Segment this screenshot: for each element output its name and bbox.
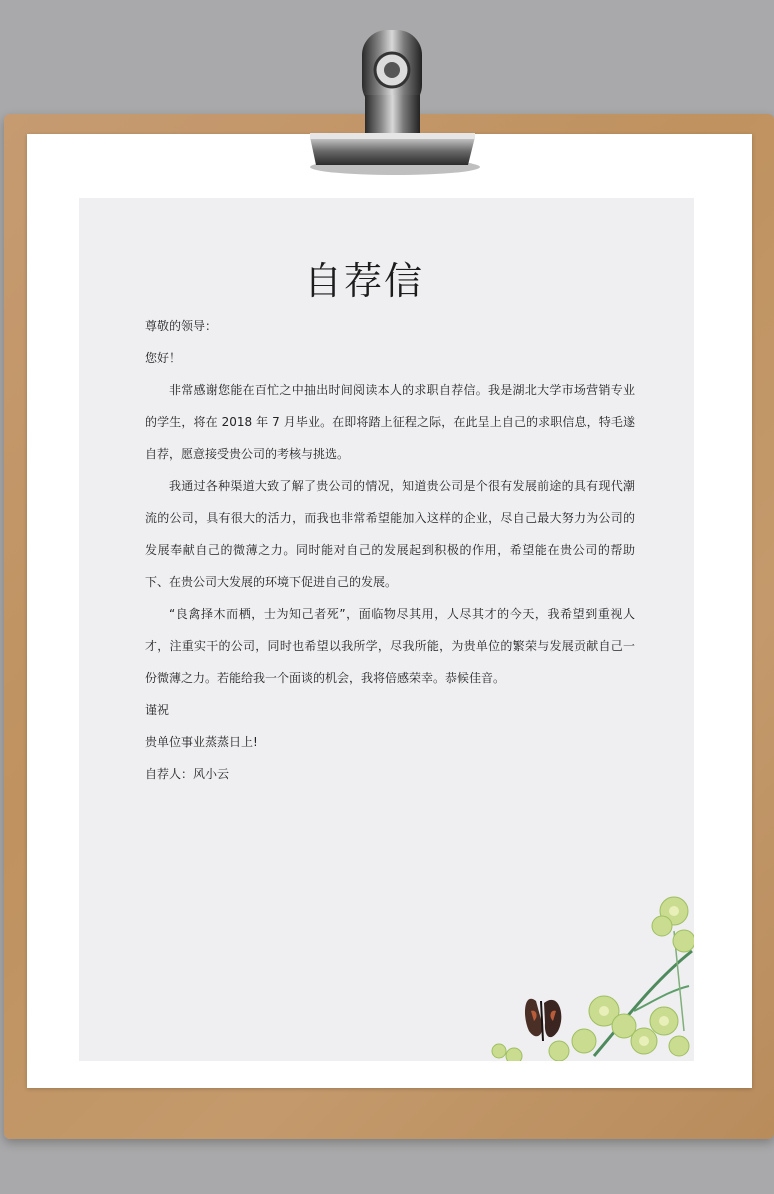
salutation: 尊敬的领导：	[145, 319, 218, 333]
flower-butterfly-decoration	[484, 891, 694, 1061]
greeting: 您好！	[145, 351, 182, 365]
paragraph-2: 我通过各种渠道大致了解了贵公司的情况，知道贵公司是个很有发展前途的具有现代潮流的公司，具有很大的活力，而我也非常希望能加入这样的企业，尽自己最大努力为公司的发展奉献自己的微薄之力。同时能对自己的发展起到积极的作用，希望能在贵公司的帮助下、在贵公司大发展的环境下促进自己的发展。	[145, 479, 635, 589]
butterfly-icon	[525, 999, 561, 1041]
letter-title: 自荐信	[303, 259, 424, 303]
paragraph-3: “良禽择木而栖，士为知己者死”，面临物尽其用，人尽其才的今天，我希望到重视人才，注重实干的公司，同时也希望以我所学，尽我所能，为贵单位的繁荣与发展贡献自己一份微薄之力。若能给我一个面谈的机会，我将倍感荣幸。恭候佳音。	[145, 607, 635, 685]
paragraph-1: 非常感谢您能在百忙之中抽出时间阅读本人的求职自荐信。我是湖北大学市场营销专业的学生，将在 2018 年 7 月毕业。在即将踏上征程之际，在此呈上自己的求职信息，特毛遂自荐，愿意接受贵公司的考核与挑选。	[145, 383, 635, 461]
closing: 谨祝	[145, 703, 170, 717]
wish: 贵单位事业蒸蒸日上!	[145, 735, 258, 749]
signature: 自荐人：风小云	[145, 767, 230, 781]
letter-sheet	[79, 198, 694, 1061]
letter-body	[145, 310, 635, 790]
binder-clip-icon	[300, 25, 480, 180]
